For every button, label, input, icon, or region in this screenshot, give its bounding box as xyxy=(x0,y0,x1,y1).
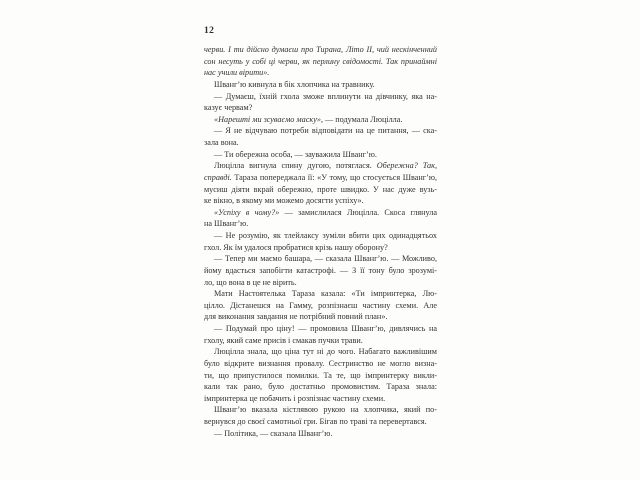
text-line xyxy=(204,242,437,254)
text-line xyxy=(204,56,437,68)
text-run: мусиш діяти вкрай обережно, проте швидко. У нас дуже вузь- xyxy=(204,184,437,194)
text-line xyxy=(204,160,437,172)
text-line xyxy=(204,218,437,230)
text-line xyxy=(204,358,437,370)
text-line xyxy=(204,300,437,312)
text-line xyxy=(204,311,437,323)
text-run: , — подумала Люцілла. xyxy=(320,114,403,124)
text-run: вернувся до своєї самотньої гри. Бігав по траві та перевертався. xyxy=(204,417,427,426)
page-number: 12 xyxy=(204,26,215,36)
text-run: Шванг’ю вказала кістлявою рукою на хлопчика, який по- xyxy=(214,405,437,415)
text-line xyxy=(204,91,437,103)
text-line xyxy=(204,125,437,137)
italic-run: «Нарешті ми зсуваємо маску» xyxy=(214,114,321,124)
text-run: ло, що вона в це не вірить. xyxy=(204,277,297,287)
text-line xyxy=(204,404,437,416)
text-line xyxy=(204,323,437,335)
text-run: Шванг’ю кивнула в бік хлопчика на травнику. xyxy=(214,79,375,89)
text-line xyxy=(204,428,437,440)
text-line xyxy=(204,381,437,393)
text-run: кали так рано, було достатньо промовистим. Тараза знала: xyxy=(204,382,437,392)
text-line xyxy=(204,346,437,358)
text-line xyxy=(204,195,437,207)
text-run: для виконання завдання не потрібний повний план». xyxy=(204,312,388,322)
text-line xyxy=(204,137,437,149)
italic-run: нас учили вірити». xyxy=(204,68,270,78)
italic-run: сон несуть у собі ці черви, як перлину свідомості. Так принаймні xyxy=(204,56,437,66)
text-run: Мати Настоятелька Тараза казала: «Ти імпринтерка, Лю- xyxy=(214,289,437,299)
text-run: — Тепер ми маємо башара, — сказала Шванг’ю. — Можливо, xyxy=(214,254,437,264)
text-run: казує червам? xyxy=(204,103,253,113)
text-block xyxy=(204,44,437,439)
italic-run: черви. І ти дійсно думаєш про Тирана, Літо II, чий нескінченний xyxy=(204,45,437,54)
text-line xyxy=(204,44,437,56)
text-run: імпринтерка це побачить і розпізнає частину схеми. xyxy=(204,393,386,403)
text-run: Люцілла вигнула спину дугою, потяглася. xyxy=(214,161,377,171)
text-run: йому вдасться запобігти катастрофі. — З її тону було зрозумі- xyxy=(204,265,437,275)
text-run: Тараза попереджала її: «У тому, що стосується Шванг’ю, xyxy=(231,172,437,182)
text-run: гхолу, який саме присів і смакав пучки трави. xyxy=(204,335,363,345)
text-run: ти, що припустилося помилки. Та те, що імпринтерку викли- xyxy=(204,370,437,380)
text-line xyxy=(204,277,437,289)
text-line xyxy=(204,102,437,114)
text-line xyxy=(204,393,437,405)
text-run: на Шванг’ю. xyxy=(204,219,249,229)
text-line xyxy=(204,265,437,277)
italic-run: справді. xyxy=(204,172,232,182)
text-run: зала вона. xyxy=(204,138,239,147)
text-line xyxy=(204,253,437,265)
text-line xyxy=(204,149,437,161)
text-run: ке вікно, в якому ми можемо досягти успіху». xyxy=(204,196,364,206)
italic-run: Обережна? Так, xyxy=(376,161,437,171)
text-run: цілло. Дістанешся на Гамму, розпізнаєш частину схеми. Але xyxy=(204,300,437,310)
text-line xyxy=(204,67,437,79)
text-line xyxy=(204,370,437,382)
text-run: Люцілла знала, що ціна тут ні до чого. Набагато важливішим xyxy=(214,347,437,357)
text-run: було відкрите визнання провалу. Сестринство не могло визна- xyxy=(204,358,437,368)
text-run: — замислилася Люцілла. Скоса глянула xyxy=(279,207,437,217)
text-line xyxy=(204,230,437,242)
text-run: — Ти обережна особа, — зауважила Шванг’ю. xyxy=(214,149,377,159)
text-line xyxy=(204,207,437,219)
text-run: — Думаєш, їхній гхола зможе вплинути на дівчинку, яка на- xyxy=(214,91,437,101)
text-run: — Політика, — сказала Шванг’ю. xyxy=(214,428,333,438)
text-line xyxy=(204,335,437,347)
italic-run: «Успіху в чому?» xyxy=(214,207,280,217)
text-line xyxy=(204,172,437,184)
text-line xyxy=(204,416,437,428)
text-run: — Подумай про ціну! — промовила Шванг’ю, дивлячись на xyxy=(214,324,437,333)
text-line xyxy=(204,114,437,126)
text-line xyxy=(204,288,437,300)
text-run: — Не розумію, як тлейлаксу зуміли вбити цих одинадцятьох xyxy=(214,231,437,240)
text-run: — Я не відчуваю потреби відповідати на це питання, — ска- xyxy=(214,126,437,136)
text-line xyxy=(204,79,437,91)
text-run: гхол. Як їм удалося пробратися крізь нашу оборону? xyxy=(204,242,388,252)
text-line xyxy=(204,184,437,196)
